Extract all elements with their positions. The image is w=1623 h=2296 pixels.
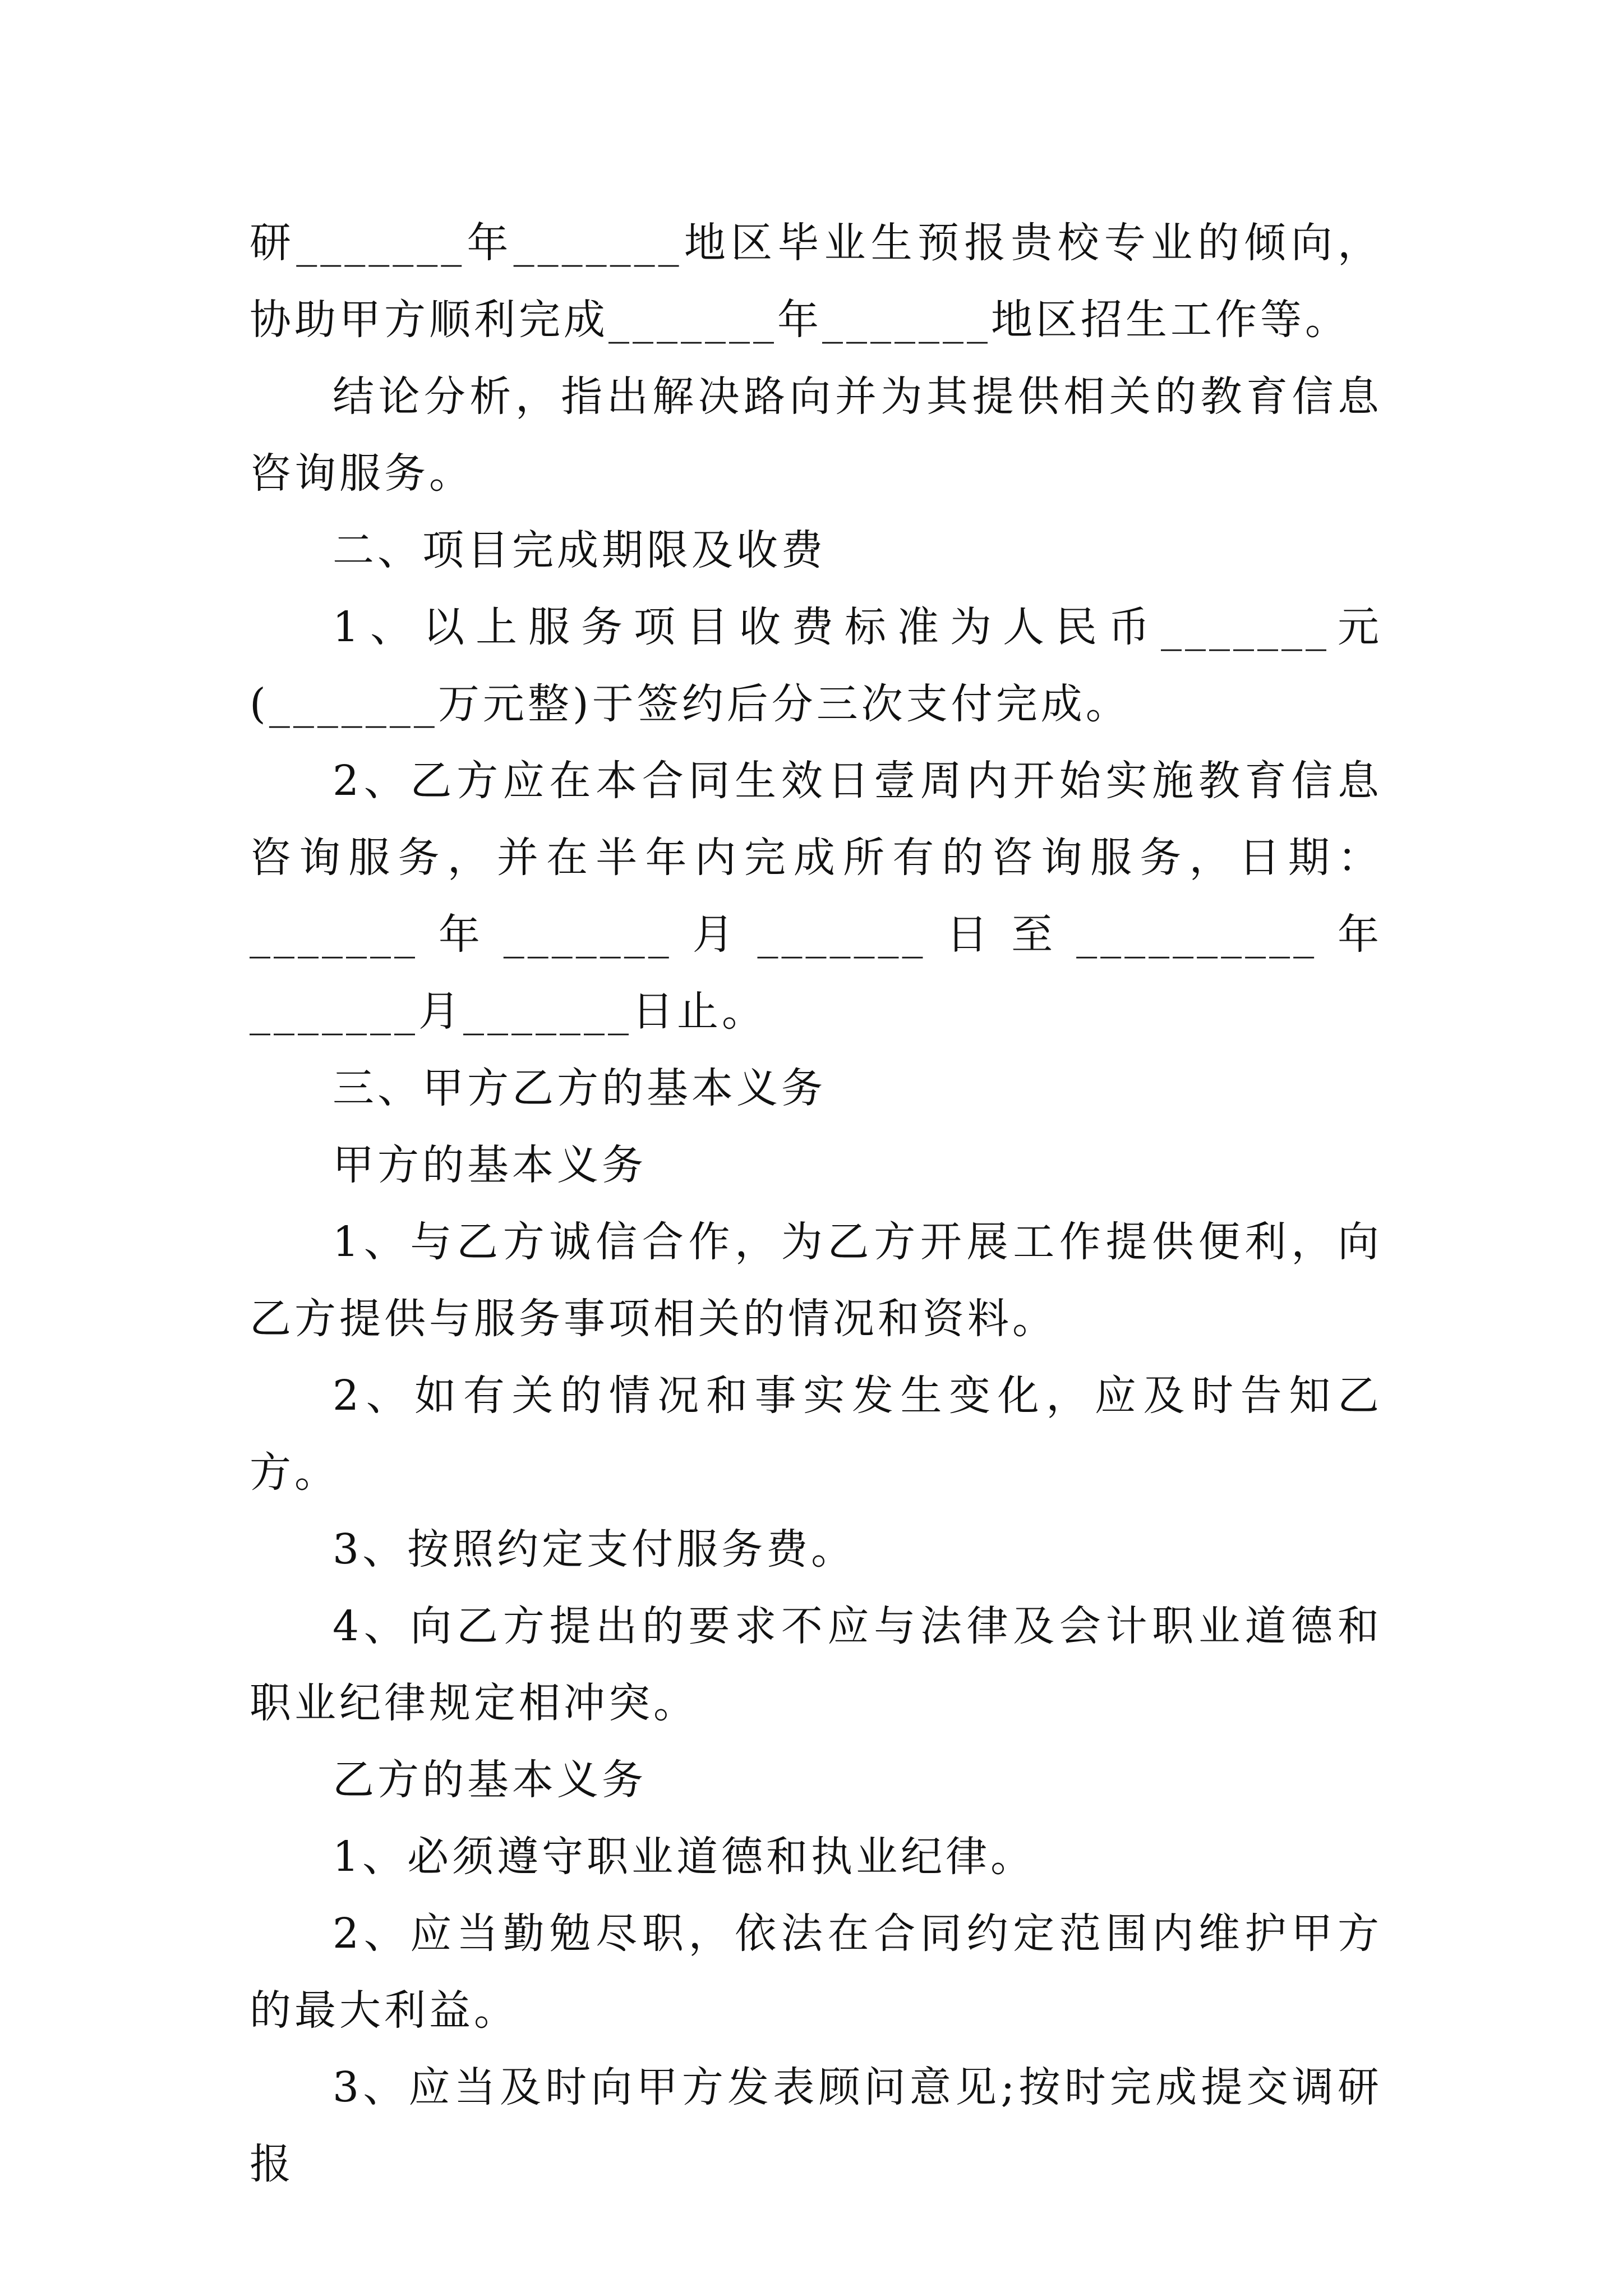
party-a-obligation-3: 3、按照约定支付服务费。 bbox=[333, 1525, 856, 1573]
party-b-obligation-3: 3、应当及时向甲方发表顾问意见;按时完成提交调研报 bbox=[250, 2063, 1382, 2188]
party-b-obligation-2: 2、应当勤勉尽职，依法在合同约定范围内维护甲方的最大利益。 bbox=[250, 1910, 1382, 2035]
subheading-party-b-obligations: 乙方的基本义务 bbox=[333, 1756, 647, 1804]
party-b-obligation-1: 1、必须遵守职业道德和执业纪律。 bbox=[333, 1833, 1036, 1881]
party-a-obligation-4: 4、向乙方提出的要求不应与法律及会计职业道德和职业纪律规定相冲突。 bbox=[250, 1602, 1382, 1727]
party-a-obligation-1: 1、与乙方诚信合作，为乙方开展工作提供便利，向乙方提供与服务事项相关的情况和资料。 bbox=[250, 1218, 1382, 1343]
section-heading-2: 二、项目完成期限及收费 bbox=[333, 526, 826, 574]
document-body bbox=[250, 205, 1382, 2203]
paragraph-continuation: 研_______年_______地区毕业生预报贵校专业的倾向，协助甲方顺利完成_______年_______地区招生工作等。 bbox=[250, 219, 1382, 344]
subheading-party-a-obligations: 甲方的基本义务 bbox=[333, 1141, 647, 1189]
paragraph-analysis: 结论分析，指出解决路向并为其提供相关的教育信息咨询服务。 bbox=[250, 372, 1382, 498]
paragraph-fee-standard: 1、以上服务项目收费标准为人民币_______元(_______万元整)于签约后分三次支付完成。 bbox=[250, 603, 1382, 728]
paragraph-service-period: 2、乙方应在本合同生效日壹周内开始实施教育信息咨询服务，并在半年内完成所有的咨询服务，日期：_______年_______月_______日至__________年_______月_______日止。 bbox=[250, 757, 1382, 1036]
party-a-obligation-2: 2、如有关的情况和事实发生变化，应及时告知乙方。 bbox=[250, 1372, 1382, 1497]
section-heading-3: 三、甲方乙方的基本义务 bbox=[333, 1064, 826, 1112]
